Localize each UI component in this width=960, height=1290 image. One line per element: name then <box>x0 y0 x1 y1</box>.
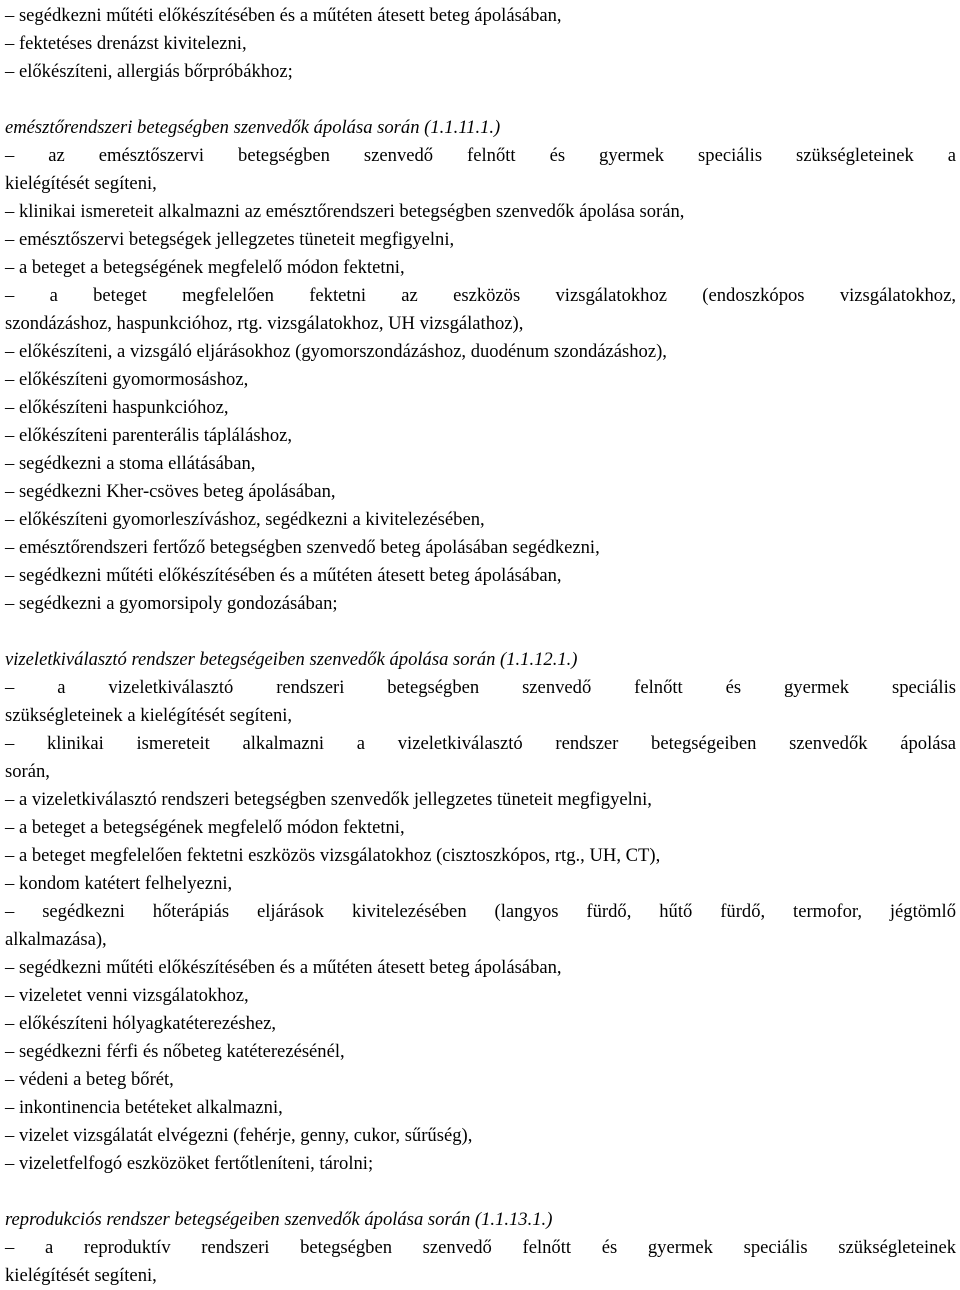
list-item: – segédkezni hőterápiás eljárások kivitelezésében (langyos fürdő, hűtő fürdő, termofor, jégtömlő <box>5 901 956 922</box>
list-item: – vizeletfelfogó eszközöket fertőtleníteni, tárolni; <box>5 1153 374 1174</box>
list-item: – a beteget megfelelően fektetni az eszközös vizsgálatokhoz (endoszkópos vizsgálatokhoz, <box>5 285 956 306</box>
list-item: – védeni a beteg bőrét, <box>5 1069 174 1090</box>
list-item: – előkészíteni haspunkcióhoz, <box>5 397 229 418</box>
list-item: – előkészíteni gyomormosáshoz, <box>5 369 249 390</box>
list-item: – inkontinencia betéteket alkalmazni, <box>5 1097 283 1118</box>
list-item: – segédkezni férfi és nőbeteg katéterezésénél, <box>5 1041 345 1062</box>
list-item-continuation: szükségleteinek a kielégítését segíteni, <box>5 705 293 726</box>
list-item: – vizelet vizsgálatát elvégezni (fehérje, genny, cukor, sűrűség), <box>5 1125 473 1146</box>
list-item: – a beteget a betegségének megfelelő módon fektetni, <box>5 257 405 278</box>
list-item: – fektetéses drenázst kivitelezni, <box>5 33 247 54</box>
list-item-continuation: kielégítését segíteni, <box>5 173 157 194</box>
list-item: – klinikai ismereteit alkalmazni a vizeletkiválasztó rendszer betegségeiben szenvedők ápolása <box>5 733 956 754</box>
list-item: – segédkezni Kher-csöves beteg ápolásában, <box>5 481 336 502</box>
list-item-continuation: szondázáshoz, haspunkcióhoz, rtg. vizsgálatokhoz, UH vizsgálathoz), <box>5 313 524 334</box>
section-gap <box>5 1178 956 1206</box>
section-continuation <box>5 2 956 86</box>
list-item-continuation: alkalmazása), <box>5 929 107 950</box>
list-item: – előkészíteni, a vizsgáló eljárásokhoz (gyomorszondázáshoz, duodénum szondázáshoz), <box>5 341 667 362</box>
list-item: – segédkezni a stoma ellátásában, <box>5 453 256 474</box>
list-item: – segédkezni a gyomorsipoly gondozásában; <box>5 593 338 614</box>
list-item: – segédkezni műtéti előkészítésében és a műtéten átesett beteg ápolásában, <box>5 5 562 26</box>
list-item: – a vizeletkiválasztó rendszeri betegségben szenvedő felnőtt és gyermek speciális <box>5 677 956 698</box>
list-item: – a beteget megfelelően fektetni eszközös vizsgálatokhoz (cisztoszkópos, rtg., UH, CT), <box>5 845 661 866</box>
list-item: – a beteget a betegségének megfelelő módon fektetni, <box>5 817 405 838</box>
section-gap <box>5 86 956 114</box>
list-item: – előkészíteni, allergiás bőrpróbákhoz; <box>5 61 293 82</box>
section-gap <box>5 618 956 646</box>
list-item: – kondom katétert felhelyezni, <box>5 873 233 894</box>
list-item: – emésztőrendszeri fertőző betegségben szenvedő beteg ápolásában segédkezni, <box>5 537 600 558</box>
section-urinary <box>5 646 956 1178</box>
list-item-continuation: során, <box>5 761 50 782</box>
section-heading: vizeletkiválasztó rendszer betegségeiben szenvedők ápolása során (1.1.12.1.) <box>5 649 578 670</box>
section-heading: reprodukciós rendszer betegségeiben szenvedők ápolása során (1.1.13.1.) <box>5 1209 553 1230</box>
list-item: – klinikai ismereteit alkalmazni az emésztőrendszeri betegségben szenvedők ápolása során, <box>5 201 685 222</box>
list-item: – előkészíteni parenterális tápláláshoz, <box>5 425 293 446</box>
list-item: – vizeletet venni vizsgálatokhoz, <box>5 985 249 1006</box>
list-item: – előkészíteni gyomorleszíváshoz, segédkezni a kivitelezésében, <box>5 509 485 530</box>
section-digestive <box>5 114 956 618</box>
list-item: – segédkezni műtéti előkészítésében és a műtéten átesett beteg ápolásában, <box>5 565 562 586</box>
section-heading: emésztőrendszeri betegségben szenvedők ápolása során (1.1.11.1.) <box>5 117 501 138</box>
section-reproductive <box>5 1206 956 1290</box>
list-item: – az emésztőszervi betegségben szenvedő felnőtt és gyermek speciális szükségleteinek a <box>5 145 956 166</box>
list-item: – segédkezni műtéti előkészítésében és a műtéten átesett beteg ápolásában, <box>5 957 562 978</box>
list-item-continuation: kielégítését segíteni, <box>5 1265 157 1286</box>
list-item: – a reproduktív rendszeri betegségben szenvedő felnőtt és gyermek speciális szükségleteinek <box>5 1237 956 1258</box>
list-item: – emésztőszervi betegségek jellegzetes tüneteit megfigyelni, <box>5 229 455 250</box>
list-item: – a vizeletkiválasztó rendszeri betegségben szenvedők jellegzetes tüneteit megfigyelni, <box>5 789 652 810</box>
list-item: – előkészíteni hólyagkatéterezéshez, <box>5 1013 277 1034</box>
